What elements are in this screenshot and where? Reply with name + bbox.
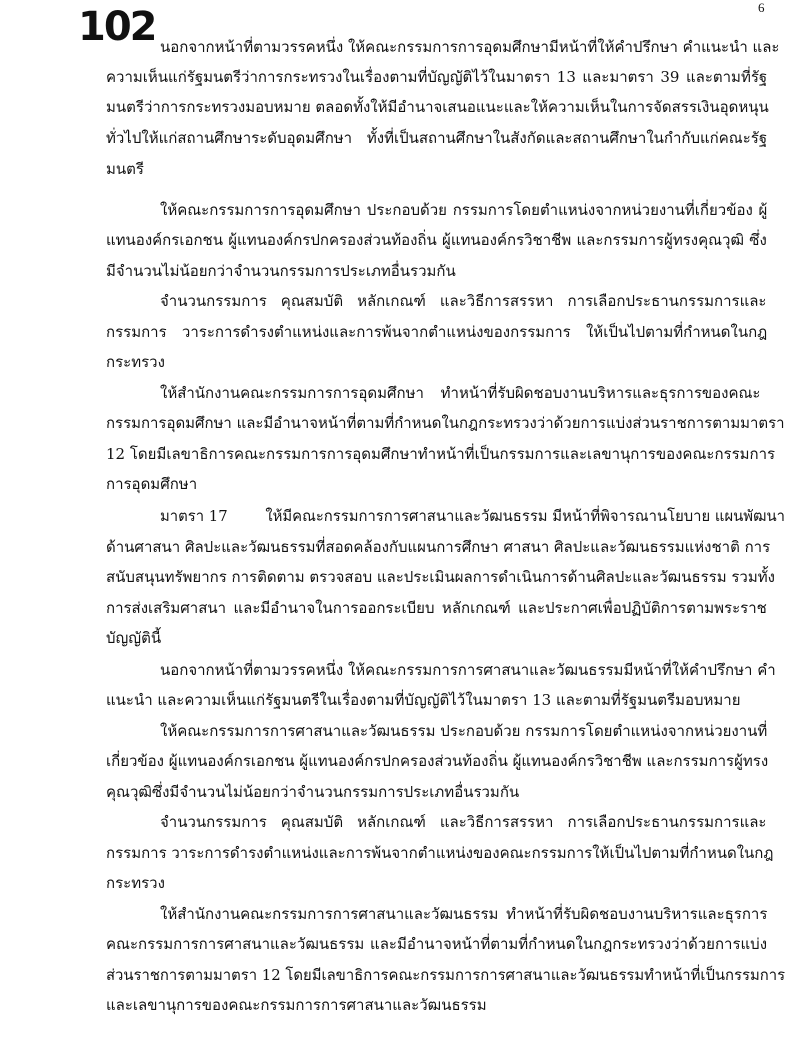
- text-line: ให้สำนักงานคณะกรรมการการศาสนาและวัฒนธรรม ทำหน้าที่รับผิดชอบงานบริหารและธุรการ: [160, 905, 768, 923]
- text-line: แนะนำ และความเห็นแก่รัฐมนตรีในเรื่องตามที่บัญญัติไว้ในมาตรา 13 และตามที่รัฐมนตรีมอบหมาย: [106, 691, 741, 709]
- text-line: กระทรวง: [106, 353, 165, 371]
- text-line: ให้คณะกรรมการการศาสนาและวัฒนธรรม ประกอบด้วย กรรมการโดยตำแหน่งจากหน่วยงานที่: [160, 722, 768, 740]
- text-line: 12 โดยมีเลขาธิการคณะกรรมการการอุดมศึกษาทำหน้าที่เป็นกรรมการและเลขานุการของคณะกรรมการ: [106, 445, 776, 463]
- text-line: ความเห็นแก่รัฐมนตรีว่าการกระทรวงในเรื่องตามที่บัญญัติไว้ในมาตรา 13 และมาตรา 39 และตามที่รัฐ: [106, 68, 768, 86]
- text-line: มาตรา 17 ให้มีคณะกรรมการการศาสนาและวัฒนธรรม มีหน้าที่พิจารณานโยบาย แผนพัฒนา: [160, 507, 785, 525]
- text-line: บัญญัตินี้: [106, 629, 162, 647]
- text-line: คุณวุฒิซึ่งมีจำนวนไม่น้อยกว่าจำนวนกรรมการประเภทอื่นรวมกัน: [106, 783, 520, 801]
- text-line: สนับสนุนทรัพยากร การติดตาม ตรวจสอบ และประเมินผลการดำเนินการด้านศิลปะและวัฒนธรรม รวมทั้ง: [106, 568, 775, 586]
- text-line: และเลขานุการของคณะกรรมการการศาสนาและวัฒนธรรม: [106, 996, 487, 1014]
- text-line: กรรมการ วาระการดำรงตำแหน่งและการพ้นจากตำแหน่งของคณะกรรมการให้เป็นไปตามที่กำหนดในกฎ: [106, 844, 774, 862]
- text-line: จำนวนกรรมการ คุณสมบัติ หลักเกณฑ์ และวิธีการสรรหา การเลือกประธานกรรมการและ: [160, 813, 767, 831]
- text-line: ทั่วไปให้แก่สถานศึกษาระดับอุดมศึกษา ทั้งที่เป็นสถานศึกษาในสังกัดและสถานศึกษาในกำกับแก่คณะรัฐ: [106, 129, 768, 147]
- text-line: แทนองค์กรเอกชน ผู้แทนองค์กรปกครองส่วนท้องถิ่น ผู้แทนองค์กรวิชาชีพ และกรรมการผู้ทรงคุณวุฒิ ซึ่ง: [106, 231, 767, 249]
- text-line: มนตรีว่าการกระทรวงมอบหมาย ตลอดทั้งให้มีอำนาจเสนอแนะและให้ความเห็นในการจัดสรรเงินอุดหนุน: [106, 98, 769, 116]
- text-line: จำนวนกรรมการ คุณสมบัติ หลักเกณฑ์ และวิธีการสรรหา การเลือกประธานกรรมการและ: [160, 292, 767, 310]
- text-line: การอุดมศึกษา: [106, 475, 198, 493]
- text-line: ด้านศาสนา ศิลปะและวัฒนธรรมที่สอดคล้องกับแผนการศึกษา ศาสนา ศิลปะและวัฒนธรรมแห่งชาติ การ: [106, 538, 771, 556]
- text-line: นอกจากหน้าที่ตามวรรคหนึ่ง ให้คณะกรรมการการอุดมศึกษามีหน้าที่ให้คำปรึกษา คำแนะนำ และ: [160, 38, 780, 56]
- text-line: คณะกรรมการการศาสนาและวัฒนธรรม และมีอำนาจหน้าที่ตามที่กำหนดในกฎกระทรวงว่าด้วยการแบ่ง: [106, 935, 768, 953]
- text-line: นอกจากหน้าที่ตามวรรคหนึ่ง ให้คณะกรรมการการศาสนาและวัฒนธรรมมีหน้าที่ให้คำปรึกษา คำ: [160, 661, 776, 679]
- text-line: ให้คณะกรรมการการอุดมศึกษา ประกอบด้วย กรรมการโดยตำแหน่งจากหน่วยงานที่เกี่ยวข้อง ผู้: [160, 201, 768, 219]
- text-line: เกี่ยวข้อง ผู้แทนองค์กรเอกชน ผู้แทนองค์กรปกครองส่วนท้องถิ่น ผู้แทนองค์กรวิชาชีพ และกรรมการผู้ทรง: [106, 752, 769, 770]
- text-line: มีจำนวนไม่น้อยกว่าจำนวนกรรมการประเภทอื่นรวมกัน: [106, 262, 456, 280]
- handwritten-number-text: 102: [78, 4, 156, 50]
- page-number: 6: [758, 0, 765, 15]
- text-line: กรรมการ วาระการดำรงตำแหน่งและการพ้นจากตำแหน่งของกรรมการ ให้เป็นไปตามที่กำหนดในกฎ: [106, 323, 768, 341]
- text-line: การส่งเสริมศาสนา และมีอำนาจในการออกระเบียบ หลักเกณฑ์ และประกาศเพื่อปฏิบัติการตามพระราช: [106, 599, 767, 617]
- text-line: กระทรวง: [106, 874, 165, 892]
- handwritten-page-number: [78, 4, 156, 50]
- text-line: กรรมการอุดมศึกษา และมีอำนาจหน้าที่ตามที่กำหนดในกฎกระทรวงว่าด้วยการแบ่งส่วนราชการตามมาตรา: [106, 414, 785, 432]
- text-line: ให้สำนักงานคณะกรรมการการอุดมศึกษา ทำหน้าที่รับผิดชอบงานบริหารและธุรการของคณะ: [160, 384, 761, 402]
- text-line: ส่วนราชการตามมาตรา 12 โดยมีเลขาธิการคณะกรรมการการศาสนาและวัฒนธรรมทำหน้าที่เป็นกรรมการ: [106, 966, 786, 984]
- text-line: มนตรี: [106, 160, 144, 178]
